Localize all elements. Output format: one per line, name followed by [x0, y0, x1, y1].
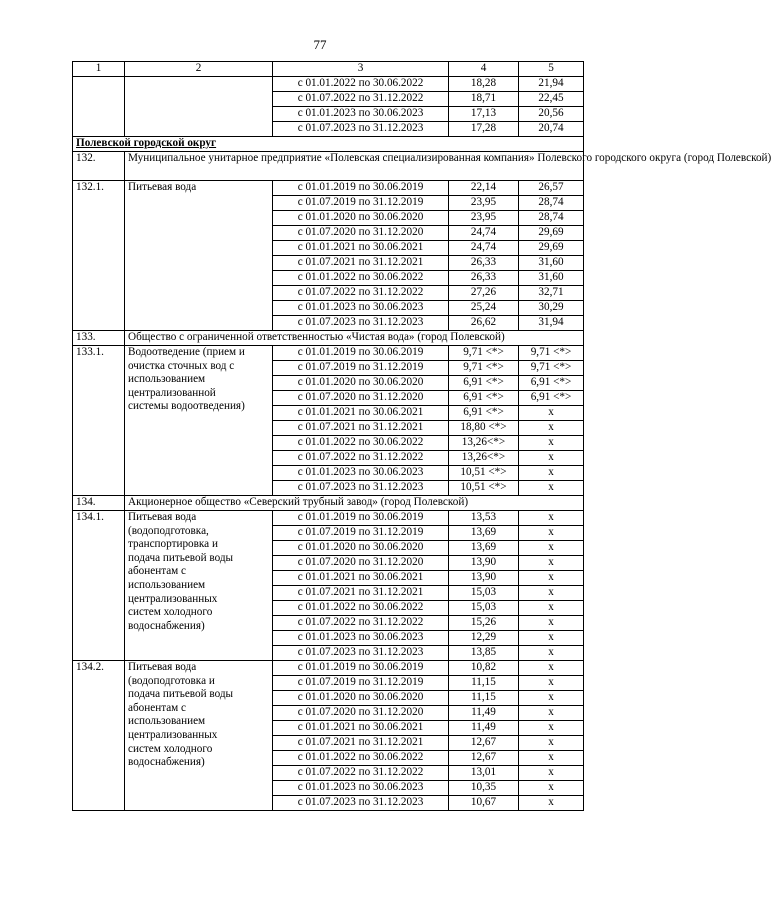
period-cell: с 01.07.2020 по 31.12.2020: [273, 706, 449, 721]
period-cell: с 01.01.2020 по 30.06.2020: [273, 376, 449, 391]
service-description-line: (водоподготовка,: [128, 524, 209, 537]
service-description: Питьевая вода: [125, 181, 273, 331]
service-description: [125, 346, 273, 496]
tariff-value-cell: 23,95: [449, 196, 519, 211]
tariff-vat-value-cell: 26,57: [519, 181, 584, 196]
tariff-vat-value-cell: 9,71 <*>: [519, 361, 584, 376]
period-cell: с 01.07.2023 по 31.12.2023: [273, 646, 449, 661]
column-header-1: 1: [73, 62, 125, 77]
organization-name: Муниципальное унитарное предприятие «Полевская специализированная компания» Полевского городского округа (город Полевской): [125, 152, 584, 181]
service-description-line: абонентам с: [128, 565, 187, 578]
tariff-value-cell: 15,26: [449, 616, 519, 631]
period-cell: с 01.07.2020 по 31.12.2020: [273, 226, 449, 241]
service-number: 133.1.: [73, 346, 125, 496]
table-row: [73, 661, 584, 676]
tariff-value-cell: 25,24: [449, 301, 519, 316]
tariff-value-cell: 10,51 <*>: [449, 481, 519, 496]
tariff-value-cell: 13,85: [449, 646, 519, 661]
service-description-line: подача питьевой воды: [128, 688, 234, 701]
period-cell: с 01.01.2022 по 30.06.2022: [273, 77, 449, 92]
organization-number: 132.: [73, 152, 125, 181]
tariff-value-cell: 24,74: [449, 241, 519, 256]
period-cell: с 01.07.2021 по 31.12.2021: [273, 421, 449, 436]
tariff-value-cell: 13,69: [449, 526, 519, 541]
tariff-value-cell: 11,15: [449, 691, 519, 706]
period-cell: с 01.01.2019 по 30.06.2019: [273, 511, 449, 526]
tariff-vat-value-cell: x: [519, 661, 584, 676]
service-number: 134.1.: [73, 511, 125, 661]
service-description-line: системы водоотведения): [128, 400, 245, 413]
column-header-2: 2: [125, 62, 273, 77]
table-row: [73, 346, 584, 361]
tariff-vat-value-cell: 22,45: [519, 92, 584, 107]
tariff-vat-value-cell: 20,56: [519, 107, 584, 122]
tariff-value-cell: 13,26<*>: [449, 451, 519, 466]
period-cell: с 01.01.2020 по 30.06.2020: [273, 211, 449, 226]
period-cell: с 01.01.2019 по 30.06.2019: [273, 181, 449, 196]
period-cell: с 01.01.2023 по 30.06.2023: [273, 107, 449, 122]
tariff-vat-value-cell: 31,60: [519, 271, 584, 286]
tariff-value-cell: 26,33: [449, 271, 519, 286]
period-cell: с 01.01.2020 по 30.06.2020: [273, 691, 449, 706]
tariff-vat-value-cell: x: [519, 451, 584, 466]
service-description-line: абонентам с: [128, 701, 187, 714]
tariff-value-cell: 12,67: [449, 736, 519, 751]
period-cell: с 01.01.2023 по 30.06.2023: [273, 631, 449, 646]
page-number: 77: [313, 37, 327, 52]
tariff-vat-value-cell: 29,69: [519, 226, 584, 241]
tariff-value-cell: 18,71: [449, 92, 519, 107]
tariff-value-cell: 13,53: [449, 511, 519, 526]
tariff-value-cell: 27,26: [449, 286, 519, 301]
tariff-value-cell: 13,26<*>: [449, 436, 519, 451]
service-description-line: использованием: [128, 373, 206, 386]
tariff-vat-value-cell: 31,60: [519, 256, 584, 271]
tariff-vat-value-cell: 28,74: [519, 196, 584, 211]
period-cell: с 01.01.2023 по 30.06.2023: [273, 466, 449, 481]
tariff-value-cell: 11,49: [449, 706, 519, 721]
tariff-vat-value-cell: 6,91 <*>: [519, 391, 584, 406]
tariff-vat-value-cell: x: [519, 421, 584, 436]
organization-name: Акционерное общество «Северский трубный завод» (город Полевской): [125, 496, 584, 511]
organization-number: 133.: [73, 331, 125, 346]
tariff-vat-value-cell: x: [519, 736, 584, 751]
tariff-value-cell: 6,91 <*>: [449, 376, 519, 391]
period-cell: с 01.01.2020 по 30.06.2020: [273, 541, 449, 556]
service-number: 132.1.: [73, 181, 125, 331]
tariff-value-cell: 17,28: [449, 122, 519, 137]
period-cell: с 01.07.2019 по 31.12.2019: [273, 676, 449, 691]
organization-row: [73, 331, 584, 346]
tariff-vat-value-cell: x: [519, 481, 584, 496]
district-row: [73, 137, 584, 152]
tariff-value-cell: 18,28: [449, 77, 519, 92]
table-row: [73, 77, 584, 92]
tariff-vat-value-cell: x: [519, 631, 584, 646]
tariff-vat-value-cell: x: [519, 406, 584, 421]
tariff-vat-value-cell: x: [519, 646, 584, 661]
district-heading: Полевской городской округ: [73, 137, 584, 152]
tariff-value-cell: 15,03: [449, 601, 519, 616]
service-description-line: использованием: [128, 715, 206, 728]
service-description-line: централизованной: [128, 386, 216, 399]
service-description-line: систем холодного: [128, 606, 213, 619]
column-header-3: 3: [273, 62, 449, 77]
period-cell: с 01.01.2019 по 30.06.2019: [273, 346, 449, 361]
period-cell: с 01.01.2019 по 30.06.2019: [273, 661, 449, 676]
service-description-line: водоснабжения): [128, 619, 205, 632]
tariff-value-cell: 9,71 <*>: [449, 346, 519, 361]
tariff-vat-value-cell: x: [519, 796, 584, 811]
tariff-vat-value-cell: 31,94: [519, 316, 584, 331]
period-cell: с 01.07.2021 по 31.12.2021: [273, 256, 449, 271]
service-description-line: Питьевая вода: [128, 511, 197, 523]
service-description-line: (водоподготовка и: [128, 674, 215, 687]
period-cell: с 01.07.2020 по 31.12.2020: [273, 556, 449, 571]
service-description: [125, 661, 273, 811]
tariff-vat-value-cell: x: [519, 721, 584, 736]
service-description: [125, 511, 273, 661]
tariff-value-cell: 9,71 <*>: [449, 361, 519, 376]
tariff-vat-value-cell: x: [519, 586, 584, 601]
organization-name: Общество с ограниченной ответственностью «Чистая вода» (город Полевской): [125, 331, 584, 346]
tariff-vat-value-cell: x: [519, 511, 584, 526]
tariff-value-cell: 17,13: [449, 107, 519, 122]
service-description-line: подача питьевой воды: [128, 551, 234, 564]
tariff-vat-value-cell: x: [519, 571, 584, 586]
tariff-vat-value-cell: x: [519, 466, 584, 481]
tariff-vat-value-cell: x: [519, 691, 584, 706]
period-cell: с 01.07.2023 по 31.12.2023: [273, 796, 449, 811]
table-row: [73, 181, 584, 196]
column-number-row: [73, 62, 584, 77]
tariff-vat-value-cell: x: [519, 781, 584, 796]
service-description-line: Водоотведение (прием и: [128, 346, 245, 358]
period-cell: с 01.07.2022 по 31.12.2022: [273, 451, 449, 466]
period-cell: с 01.01.2022 по 30.06.2022: [273, 436, 449, 451]
period-cell: с 01.01.2022 по 30.06.2022: [273, 751, 449, 766]
tariff-vat-value-cell: x: [519, 616, 584, 631]
tariff-value-cell: 26,62: [449, 316, 519, 331]
service-description-line: очистка сточных вод с: [128, 359, 235, 372]
tariff-value-cell: 12,67: [449, 751, 519, 766]
tariff-value-cell: 13,01: [449, 766, 519, 781]
service-description-line: использованием: [128, 578, 206, 591]
tariff-vat-value-cell: 9,71 <*>: [519, 346, 584, 361]
service-description-line: Питьевая вода: [128, 661, 197, 673]
period-cell: с 01.07.2022 по 31.12.2022: [273, 766, 449, 781]
tariff-value-cell: 23,95: [449, 211, 519, 226]
period-cell: с 01.07.2020 по 31.12.2020: [273, 391, 449, 406]
period-cell: с 01.07.2023 по 31.12.2023: [273, 316, 449, 331]
tariff-value-cell: 26,33: [449, 256, 519, 271]
period-cell: с 01.07.2019 по 31.12.2019: [273, 196, 449, 211]
tariff-value-cell: 10,82: [449, 661, 519, 676]
period-cell: с 01.01.2021 по 30.06.2021: [273, 406, 449, 421]
period-cell: с 01.07.2021 по 31.12.2021: [273, 736, 449, 751]
period-cell: с 01.07.2019 по 31.12.2019: [273, 361, 449, 376]
service-description-line: транспортировка и: [128, 538, 218, 551]
period-cell: с 01.01.2023 по 30.06.2023: [273, 781, 449, 796]
column-header-5: 5: [519, 62, 584, 77]
tariff-value-cell: 13,90: [449, 556, 519, 571]
tariff-value-cell: 13,90: [449, 571, 519, 586]
tariff-vat-value-cell: 21,94: [519, 77, 584, 92]
period-cell: с 01.01.2021 по 30.06.2021: [273, 571, 449, 586]
tariff-value-cell: 6,91 <*>: [449, 406, 519, 421]
tariff-table: [72, 61, 771, 811]
tariff-value-cell: 11,15: [449, 676, 519, 691]
tariff-vat-value-cell: x: [519, 706, 584, 721]
column-header-4: 4: [449, 62, 519, 77]
tariff-value-cell: 15,03: [449, 586, 519, 601]
period-cell: с 01.01.2023 по 30.06.2023: [273, 301, 449, 316]
period-cell: с 01.07.2023 по 31.12.2023: [273, 122, 449, 137]
period-cell: с 01.07.2023 по 31.12.2023: [273, 481, 449, 496]
tariff-vat-value-cell: x: [519, 676, 584, 691]
service-description-line: водоснабжения): [128, 756, 205, 769]
period-cell: с 01.01.2021 по 30.06.2021: [273, 721, 449, 736]
period-cell: с 01.07.2019 по 31.12.2019: [273, 526, 449, 541]
tariff-vat-value-cell: x: [519, 751, 584, 766]
period-cell: с 01.07.2022 по 31.12.2022: [273, 616, 449, 631]
tariff-vat-value-cell: 28,74: [519, 211, 584, 226]
period-cell: с 01.07.2022 по 31.12.2022: [273, 92, 449, 107]
tariff-value-cell: 10,67: [449, 796, 519, 811]
tariff-vat-value-cell: 30,29: [519, 301, 584, 316]
service-description-line: централизованных: [128, 728, 218, 741]
tariff-vat-value-cell: x: [519, 556, 584, 571]
organization-row: [73, 496, 584, 511]
tariff-vat-value-cell: x: [519, 436, 584, 451]
service-number: 134.2.: [73, 661, 125, 811]
organization-row: [73, 152, 584, 181]
service-description-line: систем холодного: [128, 742, 213, 755]
tariff-value-cell: 10,35: [449, 781, 519, 796]
period-cell: с 01.01.2022 по 30.06.2022: [273, 601, 449, 616]
period-cell: с 01.01.2022 по 30.06.2022: [273, 271, 449, 286]
service-description-line: централизованных: [128, 592, 218, 605]
period-cell: с 01.01.2021 по 30.06.2021: [273, 241, 449, 256]
empty-cell: [73, 77, 125, 137]
tariff-value-cell: 6,91 <*>: [449, 391, 519, 406]
empty-cell: [125, 77, 273, 137]
tariff-value-cell: 24,74: [449, 226, 519, 241]
tariff-value-cell: 13,69: [449, 541, 519, 556]
tariff-value-cell: 11,49: [449, 721, 519, 736]
tariff-vat-value-cell: 32,71: [519, 286, 584, 301]
tariff-table-body: [73, 62, 771, 811]
tariff-value-cell: 10,51 <*>: [449, 466, 519, 481]
tariff-value-cell: 22,14: [449, 181, 519, 196]
period-cell: с 01.07.2022 по 31.12.2022: [273, 286, 449, 301]
tariff-vat-value-cell: 20,74: [519, 122, 584, 137]
tariff-vat-value-cell: x: [519, 526, 584, 541]
tariff-vat-value-cell: x: [519, 601, 584, 616]
organization-number: 134.: [73, 496, 125, 511]
tariff-vat-value-cell: x: [519, 541, 584, 556]
period-cell: с 01.07.2021 по 31.12.2021: [273, 586, 449, 601]
tariff-vat-value-cell: 6,91 <*>: [519, 376, 584, 391]
tariff-value-cell: 18,80 <*>: [449, 421, 519, 436]
tariff-value-cell: 12,29: [449, 631, 519, 646]
tariff-vat-value-cell: x: [519, 766, 584, 781]
table-row: [73, 511, 584, 526]
tariff-vat-value-cell: 29,69: [519, 241, 584, 256]
